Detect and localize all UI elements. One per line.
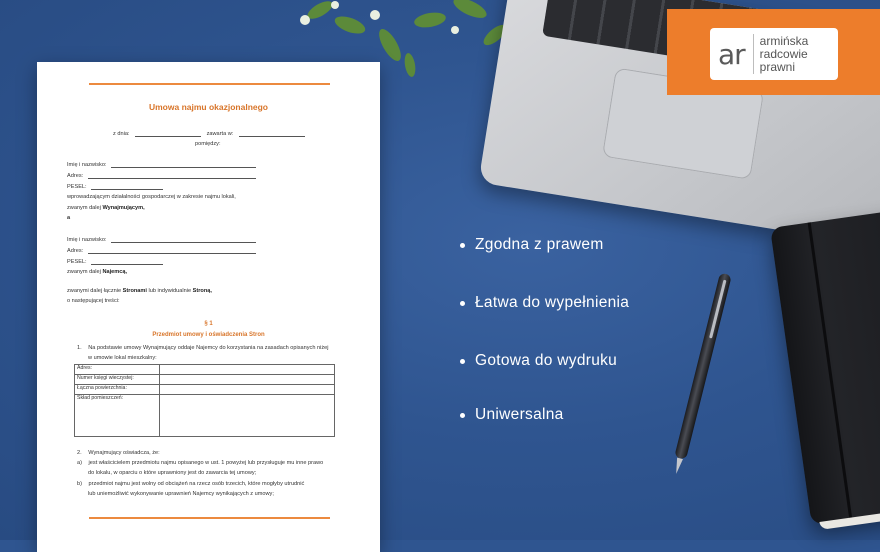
logo-separator xyxy=(753,34,754,74)
tenant-name-row xyxy=(67,236,256,243)
point-a-row-1 xyxy=(77,460,323,466)
party-term: Stroną, xyxy=(192,288,212,294)
business-text: wprowadzającym działalności gospodarczej w zakresie najmu lokali, xyxy=(67,194,236,200)
name-field xyxy=(111,236,256,243)
point-2-row xyxy=(77,450,160,456)
contract-document xyxy=(37,62,380,552)
logo-words xyxy=(760,35,809,74)
logo-monogram: ar xyxy=(718,37,745,71)
table-cell-value xyxy=(160,385,335,395)
address-field xyxy=(88,247,256,254)
point-a-text: jest właścicielem przedmiotu najmu opisanego w ust. 1 powyżej lub przysługuje mu inne prawo xyxy=(88,460,324,466)
doc-bottom-rule xyxy=(89,517,330,519)
called-prefix: zwanym dalej xyxy=(67,269,101,275)
feature-item xyxy=(460,236,604,254)
tenant-address-row xyxy=(67,247,256,254)
logo-line-1: armińska xyxy=(759,33,809,48)
point-2-text: Wynajmujący oświadcza, że: xyxy=(88,450,160,456)
premises-table xyxy=(74,364,335,437)
point-b-row-1 xyxy=(77,481,304,487)
table-row xyxy=(75,395,335,437)
address-label: Adres: xyxy=(67,173,84,179)
parties-mid: lub indywidualnie xyxy=(148,288,192,294)
point-b-text: przedmiot najmu jest wolny od obciążeń na rzecz osób trzecich, które mogłyby utrudnić xyxy=(88,481,305,487)
bullet-icon xyxy=(460,413,465,418)
logo-line-2: radcowie xyxy=(759,46,808,61)
tenant-called-row xyxy=(67,269,127,275)
feature-label: Gotowa do wydruku xyxy=(475,352,618,369)
name-label: Imię i nazwisko: xyxy=(67,237,107,243)
table-row xyxy=(75,365,335,375)
point-a-label: a) xyxy=(77,460,82,466)
point-1-number: 1. xyxy=(77,345,82,351)
landlord-pesel-row xyxy=(67,183,163,190)
table-cell-label: Adres: xyxy=(75,365,160,375)
point-b-label: b) xyxy=(77,481,82,487)
feature-label: Zgodna z prawem xyxy=(475,236,604,253)
tenant-pesel-row xyxy=(67,258,163,265)
pesel-label: PESEL: xyxy=(67,259,87,265)
company-logo xyxy=(667,9,880,95)
table-cell-label: Skład pomieszczeń: xyxy=(75,395,160,437)
feature-item xyxy=(460,352,617,370)
date-row xyxy=(113,130,305,137)
pesel-field xyxy=(91,258,163,265)
name-field xyxy=(111,161,256,168)
bullet-icon xyxy=(460,243,465,248)
doc-title: Umowa najmu okazjonalnego xyxy=(148,102,269,112)
notebook-spine xyxy=(808,222,853,519)
point-b-row-2: lub uniemożliwić wykonywanie uprawnień Najemcy wynikających z umowy; xyxy=(88,491,274,497)
table-cell-value xyxy=(160,375,335,385)
landlord-name-row xyxy=(67,161,256,168)
parties-prefix: zwanymi dalej łącznie xyxy=(67,288,122,294)
tenant-term: Najemcą, xyxy=(102,269,128,275)
bullet-icon xyxy=(460,301,465,306)
point-a-row-2: do lokalu, w oparciu o które uprawniony jest do zawarcia tej umowy; xyxy=(88,470,257,476)
point-2-number: 2. xyxy=(77,450,82,456)
landlord-called-row xyxy=(67,205,145,211)
section-title: Przedmiot umowy i oświadczenia Stron xyxy=(152,332,265,338)
table-row xyxy=(75,385,335,395)
point-1-row-1 xyxy=(77,345,329,351)
point-1-row-2: w umowie lokal mieszkalny: xyxy=(88,355,157,361)
logo-mark xyxy=(710,28,838,80)
place-field xyxy=(239,130,305,137)
doc-top-rule xyxy=(89,83,330,85)
table-cell-value xyxy=(160,365,335,375)
and-text: a xyxy=(67,215,71,221)
logo-line-3: prawni xyxy=(759,59,796,74)
table-cell-label: Numer księgi wieczystej: xyxy=(75,375,160,385)
address-label: Adres: xyxy=(67,248,84,254)
landlord-term: Wynajmującym, xyxy=(102,205,145,211)
pesel-field xyxy=(91,183,163,190)
point-1-text: Na podstawie umowy Wynajmujący oddaje Najemcy do korzystania na zasadach opisanych niżej xyxy=(88,345,329,351)
table-cell-label: Łączna powierzchnia: xyxy=(75,385,160,395)
table-cell-value xyxy=(160,395,335,437)
date-label: z dnia: xyxy=(113,131,130,137)
address-field xyxy=(88,172,256,179)
between-text: pomiędzy: xyxy=(195,141,221,147)
feature-label: Uniwersalna xyxy=(475,406,564,423)
called-prefix: zwanym dalej xyxy=(67,205,101,211)
bullet-icon xyxy=(460,359,465,364)
landlord-address-row xyxy=(67,172,256,179)
pesel-label: PESEL: xyxy=(67,184,87,190)
section-number: § 1 xyxy=(204,321,213,327)
date-field xyxy=(135,130,201,137)
feature-item xyxy=(460,294,629,312)
place-label: zawarta w: xyxy=(206,131,234,137)
parties-tail: o następującej treści: xyxy=(67,298,120,304)
parties-term: Stronami xyxy=(122,288,147,294)
table-row xyxy=(75,375,335,385)
parties-row xyxy=(67,288,212,294)
name-label: Imię i nazwisko: xyxy=(67,162,107,168)
feature-label: Łatwa do wypełnienia xyxy=(475,294,630,311)
feature-item xyxy=(460,406,564,424)
